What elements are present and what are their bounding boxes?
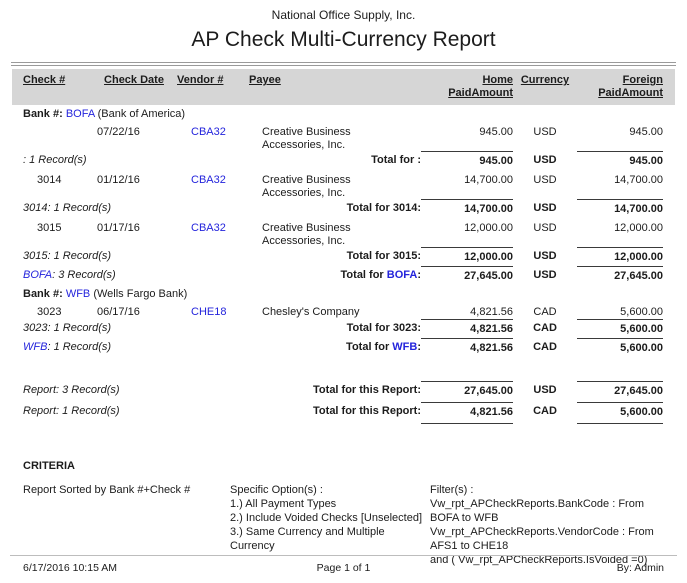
foreign-total-cell: 27,645.00 xyxy=(577,381,663,402)
home-total-cell: 4,821.56 xyxy=(421,319,513,338)
report-records-label: Report: 3 Record(s) xyxy=(23,383,120,396)
group-records-label: : 1 Record(s) xyxy=(23,154,87,166)
bank-code-link[interactable]: BOFA xyxy=(386,269,418,281)
currency-total-cell: CAD xyxy=(533,404,557,417)
foreign-amount-cell: 12,000.00 xyxy=(614,222,663,234)
check-number-cell xyxy=(23,122,91,151)
foreign-amount-cell: 5,600.00 xyxy=(620,306,663,318)
home-total-cell: 14,700.00 xyxy=(421,199,513,218)
currency-cell: USD xyxy=(533,222,557,234)
bank-total-label: Total for WFB: xyxy=(346,340,421,353)
check-total-row xyxy=(0,199,687,218)
bank-section-header xyxy=(0,285,687,302)
report-header xyxy=(0,0,687,54)
vendor-code-link[interactable]: CBA32 xyxy=(191,126,226,138)
col-header-check-number: Check # xyxy=(23,74,66,86)
home-amount-cell: 945.00 xyxy=(479,126,513,138)
bank-code-link[interactable]: WFB xyxy=(23,340,48,353)
bank-total-label: Total for BOFA: xyxy=(340,269,421,281)
table-header-bar xyxy=(12,69,675,105)
home-total-cell: 27,645.00 xyxy=(421,381,513,402)
col-header-currency: Currency xyxy=(520,74,570,86)
check-number-cell: 3014 xyxy=(37,174,62,186)
check-total-row xyxy=(0,247,687,266)
col-header-payee: Payee xyxy=(249,74,281,86)
criteria-heading: CRITERIA xyxy=(23,459,75,472)
payee-cell: Chesley's Company xyxy=(262,306,360,318)
home-amount-cell: 12,000.00 xyxy=(464,222,513,234)
company-name: National Office Supply, Inc. xyxy=(271,8,416,22)
currency-total-cell: CAD xyxy=(533,340,557,353)
bank-total-row xyxy=(0,266,687,285)
col-header-check-date: Check Date xyxy=(104,74,164,86)
check-row xyxy=(0,218,687,247)
currency-total-cell: CAD xyxy=(533,321,557,334)
filter-item: Vw_rpt_APCheckReports.BankCode : From BOFA to WFB xyxy=(430,497,644,524)
criteria-sorted-by: Report Sorted by Bank #+Check # xyxy=(23,483,191,496)
vendor-code-link[interactable]: CBA32 xyxy=(191,174,226,186)
payee-cell: Creative Business Accessories, Inc. xyxy=(262,174,351,199)
bank-header-bofa xyxy=(23,105,663,122)
foreign-total-cell: 14,700.00 xyxy=(577,199,663,218)
group-records-label: 3014: 1 Record(s) xyxy=(23,202,112,214)
currency-cell: USD xyxy=(533,174,557,186)
vendor-code-link[interactable]: CBA32 xyxy=(191,222,226,234)
check-total-row xyxy=(0,151,687,170)
bank-name: (Bank of America) xyxy=(97,108,186,120)
check-number-cell: 3023 xyxy=(37,306,62,318)
report-total-row xyxy=(0,402,687,424)
footer-user: By: Admin xyxy=(616,562,664,574)
report-total-label: Total for this Report: xyxy=(313,383,421,396)
report-total-row xyxy=(0,381,687,402)
foreign-amount-cell: 945.00 xyxy=(629,126,663,138)
currency-total-cell: USD xyxy=(533,250,557,262)
check-row xyxy=(0,122,687,151)
criteria-section xyxy=(0,460,687,567)
group-total-label: Total for 3015: xyxy=(346,250,421,262)
bank-name: (Wells Fargo Bank) xyxy=(93,288,188,300)
bank-label: Bank #: xyxy=(23,288,63,300)
currency-cell: USD xyxy=(533,126,557,138)
check-number-cell: 3015 xyxy=(37,222,62,234)
filter-item: Vw_rpt_APCheckReports.VendorCode : From AFS1 to CHE18 xyxy=(430,525,654,552)
criteria-columns xyxy=(0,483,687,567)
criteria-filters xyxy=(430,483,670,567)
col-header-foreign-paid-amount: Foreign PaidAmount xyxy=(598,74,663,99)
currency-total-cell: USD xyxy=(533,154,557,166)
bank-section-header xyxy=(0,105,687,122)
footer-page-number: Page 1 of 1 xyxy=(316,562,371,574)
filter-item: and ( Vw_rpt_APCheckReports.IsVoided =0) xyxy=(430,553,648,566)
foreign-total-cell: 5,600.00 xyxy=(577,402,663,424)
currency-total-cell: USD xyxy=(533,383,557,396)
bank-label: Bank #: xyxy=(23,108,63,120)
group-total-label: Total for 3023: xyxy=(346,321,421,334)
foreign-amount-cell: 14,700.00 xyxy=(614,174,663,186)
option-item: 1.) All Payment Types xyxy=(230,497,337,510)
check-date-cell: 01/17/16 xyxy=(97,222,140,234)
foreign-total-cell: 5,600.00 xyxy=(577,319,663,338)
table-header-row xyxy=(12,69,675,105)
criteria-options xyxy=(230,483,430,567)
report-totals-block xyxy=(0,381,687,424)
report-title: AP Check Multi-Currency Report xyxy=(191,28,496,51)
bank-code-link[interactable]: BOFA xyxy=(65,108,95,120)
page-footer xyxy=(10,555,677,583)
header-divider xyxy=(11,62,676,66)
col-header-home-paid-amount: Home PaidAmount xyxy=(448,74,513,99)
option-item: 3.) Same Currency and Multiple Currency xyxy=(230,525,385,552)
foreign-total-cell: 12,000.00 xyxy=(577,247,663,266)
home-total-cell: 12,000.00 xyxy=(421,247,513,266)
foreign-total-cell: 945.00 xyxy=(577,151,663,170)
currency-total-cell: USD xyxy=(533,202,557,214)
foreign-total-cell: 5,600.00 xyxy=(577,338,663,357)
bank-code-link[interactable]: WFB xyxy=(65,288,91,300)
filters-heading: Filter(s) : xyxy=(430,483,474,496)
check-row xyxy=(0,302,687,319)
foreign-total-cell: 27,645.00 xyxy=(577,266,663,285)
col-header-vendor-number: Vendor # xyxy=(177,74,224,86)
home-total-cell: 4,821.56 xyxy=(421,402,513,424)
report-records-label: Report: 1 Record(s) xyxy=(23,404,120,417)
group-total-label: Total for : xyxy=(371,154,421,166)
check-total-row xyxy=(0,319,687,338)
check-date-cell: 06/17/16 xyxy=(97,306,140,318)
bank-header-wfb xyxy=(23,285,663,302)
home-total-cell: 27,645.00 xyxy=(421,266,513,285)
check-row xyxy=(0,170,687,199)
home-total-cell: 945.00 xyxy=(421,151,513,170)
footer-datetime: 6/17/2016 10:15 AM xyxy=(23,562,117,574)
payee-cell: Creative Business Accessories, Inc. xyxy=(262,126,351,151)
check-date-cell: 07/22/16 xyxy=(97,126,140,138)
report-total-label: Total for this Report: xyxy=(313,404,421,417)
bank-records-label: BOFA: 3 Record(s) xyxy=(23,269,116,281)
bank-records-label: WFB: 1 Record(s) xyxy=(23,340,112,353)
group-total-label: Total for 3014: xyxy=(346,202,421,214)
options-heading: Specific Option(s) : xyxy=(230,483,323,496)
currency-cell: CAD xyxy=(533,306,557,318)
bank-code-link[interactable]: WFB xyxy=(392,340,418,353)
check-date-cell: 01/12/16 xyxy=(97,174,140,186)
home-amount-cell: 14,700.00 xyxy=(464,174,513,186)
bank-code-link[interactable]: BOFA xyxy=(23,269,53,281)
currency-total-cell: USD xyxy=(533,269,557,281)
bank-total-row xyxy=(0,338,687,357)
group-records-label: 3015: 1 Record(s) xyxy=(23,250,112,262)
payee-cell: Creative Business Accessories, Inc. xyxy=(262,222,351,247)
group-records-label: 3023: 1 Record(s) xyxy=(23,321,112,334)
vendor-code-link[interactable]: CHE18 xyxy=(191,306,227,318)
option-item: 2.) Include Voided Checks [Unselected] xyxy=(230,511,423,524)
home-total-cell: 4,821.56 xyxy=(421,338,513,357)
home-amount-cell: 4,821.56 xyxy=(470,306,513,318)
